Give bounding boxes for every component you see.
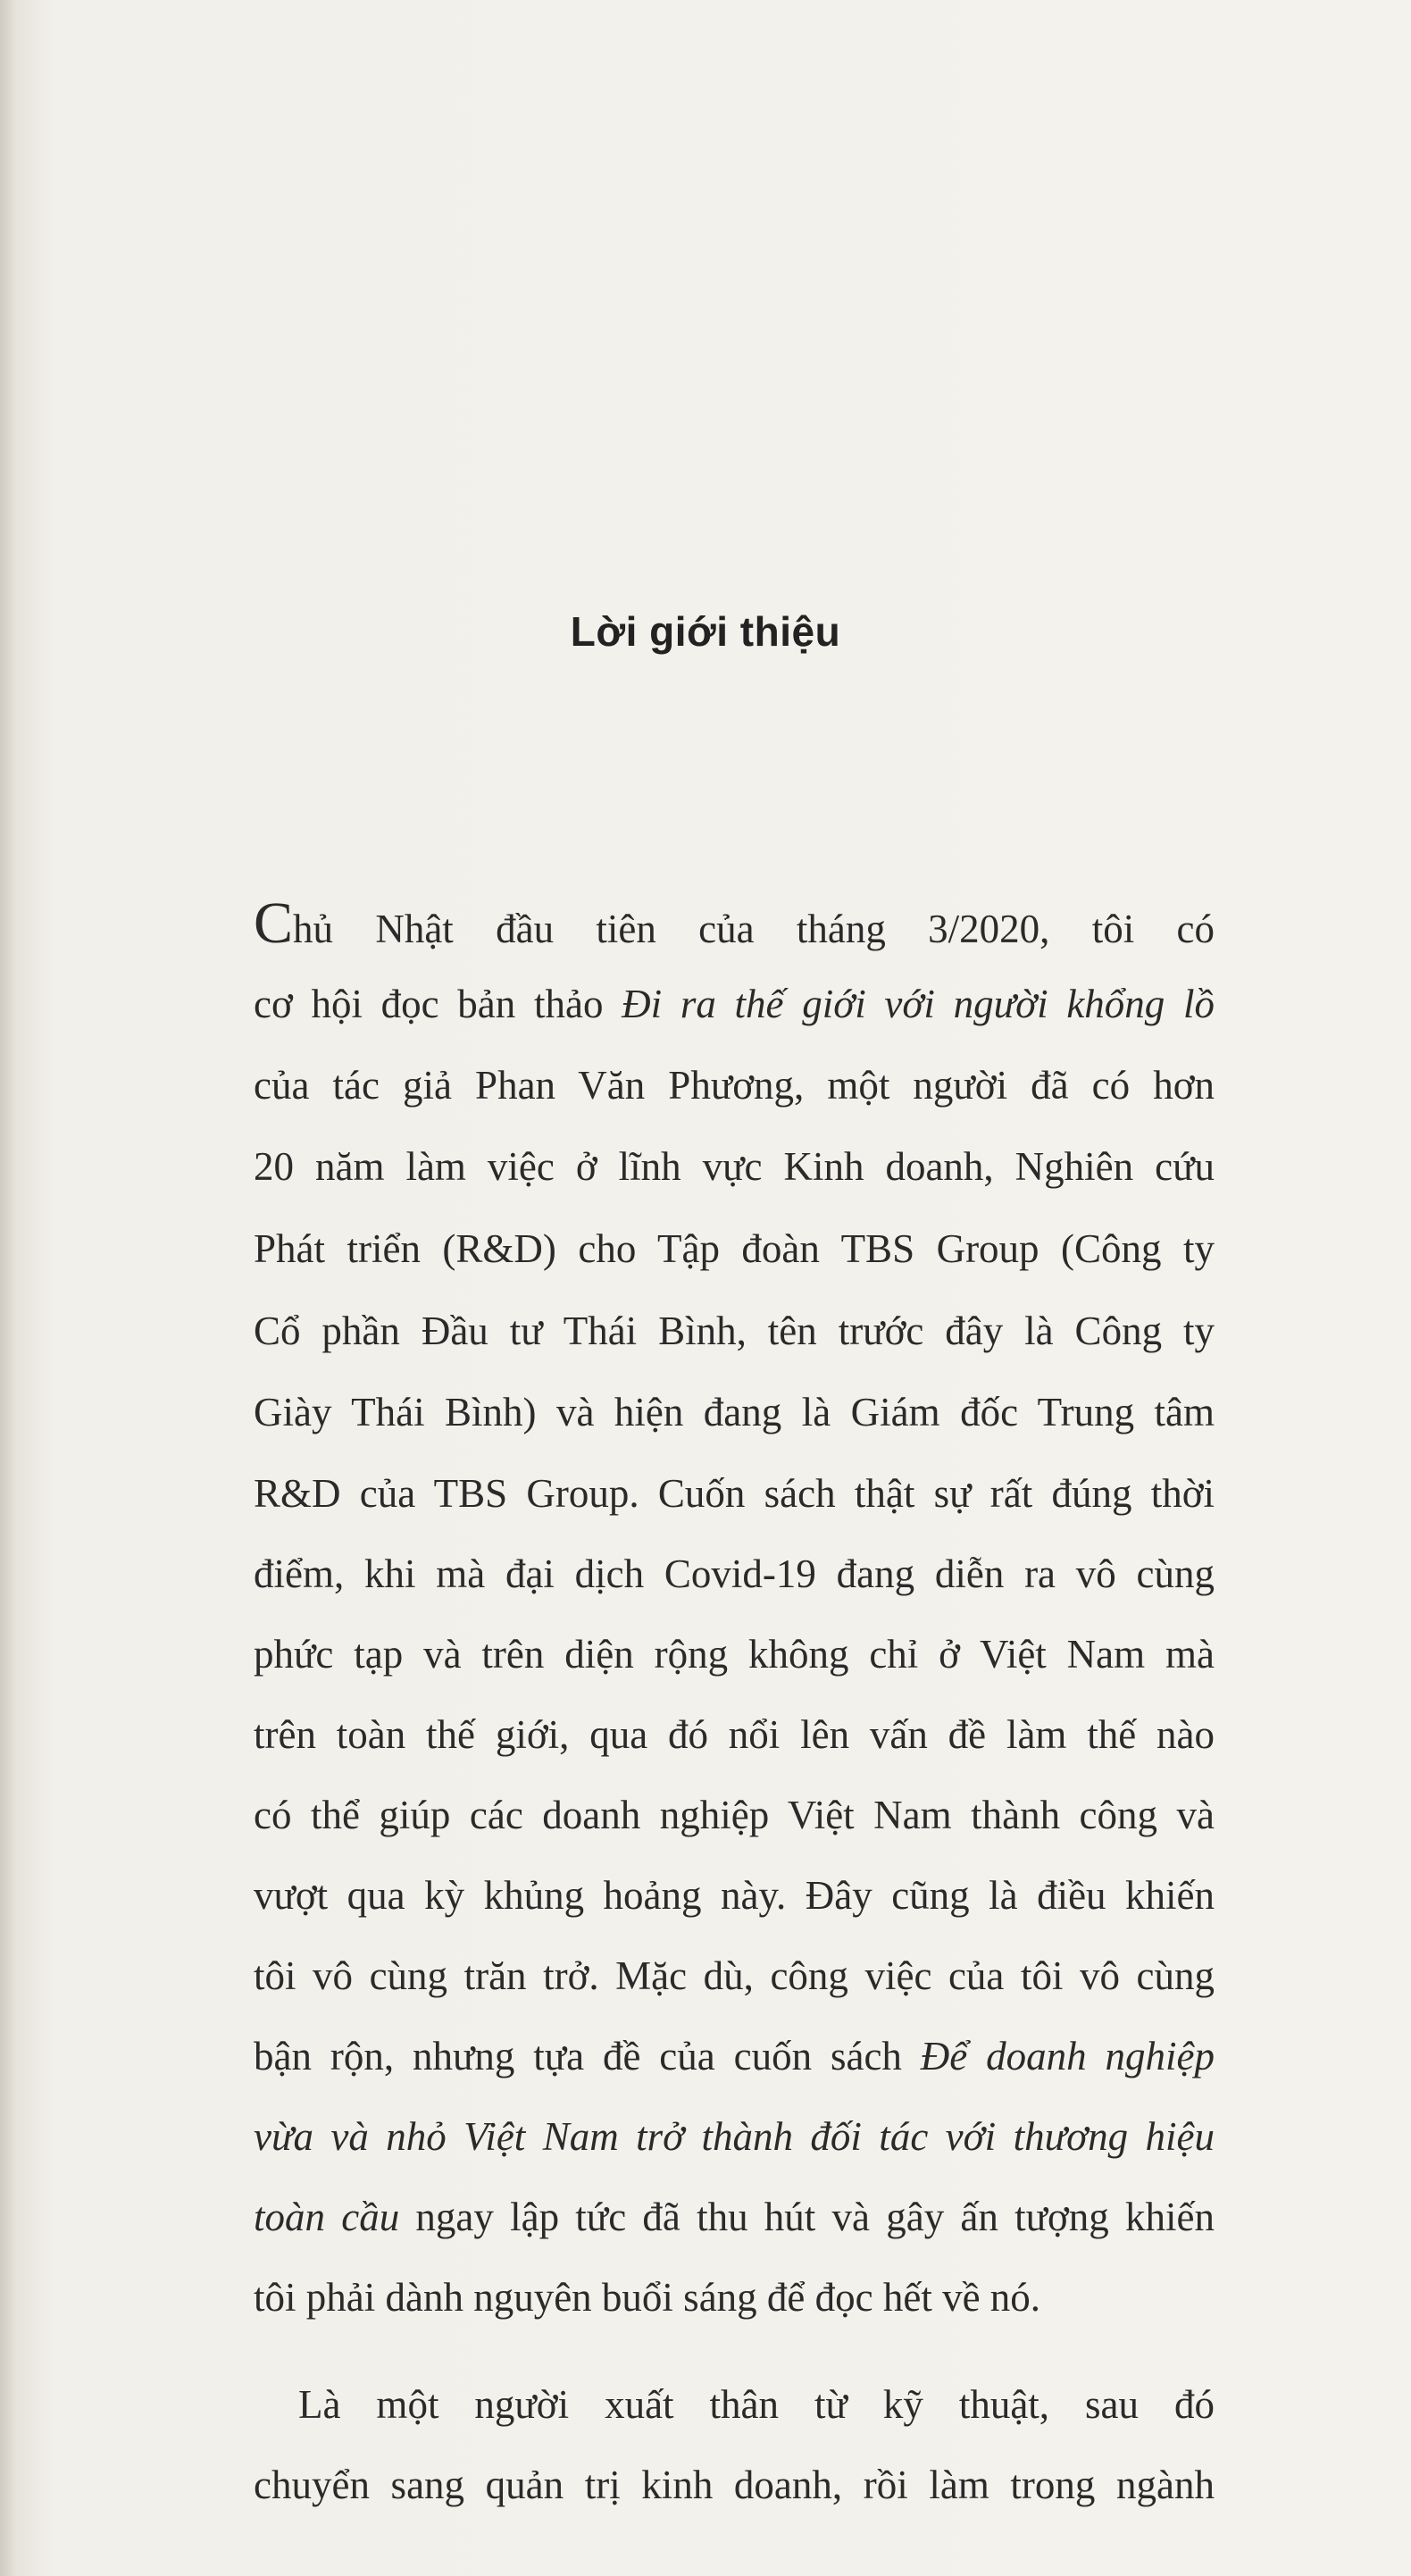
text-line: tôi phải dành nguyên buổi sáng để đọc hết về nó. bbox=[254, 2275, 1041, 2320]
text-span: cơ hội đọc bản thảo bbox=[254, 982, 622, 1026]
text-line: phức tạp và trên diện rộng không chỉ ở Việt Nam mà bbox=[254, 1632, 1215, 1677]
text-line: R&D của TBS Group. Cuốn sách thật sự rất đúng thời bbox=[254, 1471, 1215, 1516]
italic-book-title: vừa và nhỏ Việt Nam trở thành đối tác với thương hiệu bbox=[254, 2114, 1215, 2159]
text-span: ngay lập tức đã thu hút và gây ấn tượng khiến bbox=[399, 2195, 1215, 2239]
text-line: Là một người xuất thân từ kỹ thuật, sau đó bbox=[298, 2382, 1215, 2427]
text-line: Cổ phần Đầu tư Thái Bình, tên trước đây là Công ty bbox=[254, 1309, 1215, 1353]
text-line: điểm, khi mà đại dịch Covid-19 đang diễn ra vô cùng bbox=[254, 1551, 1215, 1596]
text-line: của tác giả Phan Văn Phương, một người đã có hơn bbox=[254, 1063, 1215, 1108]
italic-book-title: Để doanh nghiệp bbox=[920, 2034, 1215, 2078]
text-line: tôi vô cùng trăn trở. Mặc dù, công việc của tôi vô cùng bbox=[254, 1953, 1215, 1998]
italic-book-title: Đi ra thế giới với người khổng lồ bbox=[622, 982, 1215, 1026]
text-line: Giày Thái Bình) và hiện đang là Giám đốc Trung tâm bbox=[254, 1390, 1215, 1434]
text-line bbox=[254, 2029, 1215, 2083]
text-line bbox=[254, 2190, 1215, 2244]
text-line: trên toàn thế giới, qua đó nổi lên vấn đề làm thế nào bbox=[254, 1712, 1215, 1757]
text-line: Phát triển (R&D) cho Tập đoàn TBS Group (Công ty bbox=[254, 1226, 1215, 1271]
text-line: 20 năm làm việc ở lĩnh vực Kinh doanh, Nghiên cứu bbox=[254, 1144, 1215, 1189]
text-line: có thể giúp các doanh nghiệp Việt Nam thành công và bbox=[254, 1793, 1215, 1837]
text-line bbox=[254, 2110, 1215, 2163]
text-line: vượt qua kỳ khủng hoảng này. Đây cũng là điều khiến bbox=[254, 1873, 1215, 1918]
text-span: bận rộn, nhưng tựa đề của cuốn sách bbox=[254, 2034, 921, 2078]
text-line: chuyển sang quản trị kinh doanh, rồi làm trong ngành bbox=[254, 2463, 1215, 2507]
chapter-heading: Lời giới thiệu bbox=[570, 608, 841, 655]
text-span: hủ Nhật đầu tiên của tháng 3/2020, tôi có bbox=[293, 907, 1215, 951]
drop-cap: C bbox=[254, 891, 294, 956]
italic-book-title: toàn cầu bbox=[254, 2195, 400, 2239]
text-line bbox=[254, 977, 1215, 1031]
text-line bbox=[254, 891, 1215, 956]
